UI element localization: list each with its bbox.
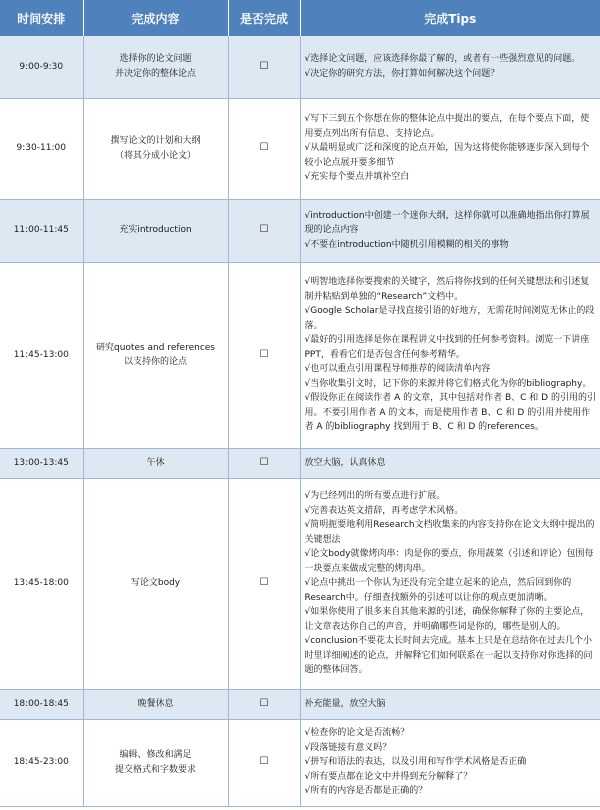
time-cell: 18:00-18:45 bbox=[0, 689, 83, 719]
tip-line: √论点中挑出一个你认为还没有完全建立起来的论点，然后回到你的Research中。仔细查找额外的引述可以让你的观点更加清晰。 bbox=[304, 578, 572, 603]
task-cell bbox=[83, 262, 228, 448]
table-row bbox=[0, 262, 600, 448]
tip-line: √当你收集引文时，记下你的来源并将它们格式化为你的bibliography。 bbox=[304, 378, 592, 389]
tips-cell bbox=[300, 448, 600, 478]
done-cell bbox=[228, 98, 300, 199]
time-cell: 13:45-18:00 bbox=[0, 478, 83, 689]
done-cell bbox=[228, 719, 300, 806]
tip-line: √从最明显或广泛和深度的论点开始，因为这将使你能够逐步深入到每个较小论点展开要多细节 bbox=[304, 143, 590, 168]
tip-line: √为已经列出的所有要点进行扩展。 bbox=[304, 491, 446, 502]
tip-line: √检查你的论文是否流畅？ bbox=[304, 728, 410, 739]
table-row bbox=[0, 478, 600, 689]
tip-line: 放空大脑，认真休息 bbox=[304, 457, 386, 468]
done-cell bbox=[228, 262, 300, 448]
task-cell bbox=[83, 199, 228, 262]
done-cell bbox=[228, 36, 300, 98]
tip-line: √introduction中创建一个迷你大纲，这样你就可以准确地指出你打算展现的论点内容 bbox=[304, 210, 590, 236]
table-row bbox=[0, 36, 600, 98]
task-line: 编辑、修改和满足 bbox=[119, 750, 192, 760]
table-row bbox=[0, 448, 600, 478]
done-checkbox[interactable]: ☐ bbox=[259, 60, 269, 72]
task-cell bbox=[83, 36, 228, 98]
tips-cell bbox=[300, 689, 600, 719]
table-row bbox=[0, 719, 600, 806]
table-row bbox=[0, 199, 600, 262]
task-line: 研究quotes and references bbox=[96, 342, 215, 353]
task-line: 晚餐休息 bbox=[137, 698, 174, 709]
task-line: 以支持你的论点 bbox=[123, 357, 187, 367]
tips-cell bbox=[300, 199, 600, 262]
tip-line: √如果你使用了很多来自其他来源的引述，确保你解释了你的主要论点，让文章表达你自己的声音，并明确哪些词是你的，哪些是别人的。 bbox=[304, 607, 590, 632]
task-cell bbox=[83, 98, 228, 199]
done-checkbox[interactable]: ☐ bbox=[259, 142, 269, 154]
done-checkbox[interactable]: ☐ bbox=[259, 697, 269, 709]
done-checkbox[interactable]: ☐ bbox=[259, 224, 269, 236]
tip-line: √conclusion不要花太长时间去完成。基本上只是在总结你在过去几个小时里详细阐述的论点，并解释它们如何联系在一起以支持你对你选择的问题的整体回答。 bbox=[304, 636, 593, 676]
task-line: 午休 bbox=[146, 457, 165, 468]
tip-line: √决定你的研究方法，你打算如何解决这个问题？ bbox=[304, 68, 500, 79]
time-cell: 18:45-23:00 bbox=[0, 719, 83, 806]
done-cell bbox=[228, 689, 300, 719]
task-cell bbox=[83, 719, 228, 806]
tips-cell bbox=[300, 98, 600, 199]
done-cell bbox=[228, 199, 300, 262]
done-cell bbox=[228, 478, 300, 689]
task-cell bbox=[83, 448, 228, 478]
time-cell: 11:45-13:00 bbox=[0, 262, 83, 448]
tip-line: √假设你正在阅读作者 A 的文章，其中包括对作者 B、C 和 D 的引用的引用。不要引用作者 A 的文本，而是使用作者 B、C 和 D 的引用并使用作者 A 的bibliography 找到用于 B、C 和 D 的references。 bbox=[304, 393, 596, 433]
task-line: 选择你的论文问题 bbox=[119, 54, 192, 65]
tip-line: √简明扼要地利用Research文档收集来的内容支持你在论文大纲中提出的关键想法 bbox=[304, 520, 595, 545]
task-line: 并决定你的整体论点 bbox=[114, 68, 196, 79]
tip-line: √最好的引用选择是你在课程讲义中找到的任何参考资料。浏览一下讲座PPT，看看它们是否包含任何参考精华。 bbox=[304, 335, 590, 360]
tips-cell bbox=[300, 36, 600, 98]
time-cell: 11:00-11:45 bbox=[0, 199, 83, 262]
tip-line: √完善表达英文措辞，再考虑学术风格。 bbox=[304, 505, 464, 516]
tip-line: √不要在introduction中随机引用模糊的相关的事物 bbox=[304, 239, 509, 250]
tips-cell bbox=[300, 719, 600, 806]
tip-line: √写下三到五个你想在你的整体论点中提出的要点，在每个要点下面，使用要点列出所有信息、支持论点。 bbox=[304, 114, 590, 139]
table-row bbox=[0, 98, 600, 199]
task-line: 撰写论文的计划和大纲 bbox=[110, 136, 201, 146]
task-line: 充实introduction bbox=[119, 225, 192, 236]
tip-line: √论文body就像烤肉串：肉是你的要点，你用蔬菜（引述和评论）包围每一块要点来做成完整的烤肉串。 bbox=[304, 549, 594, 574]
header-done: 是否完成 bbox=[228, 0, 300, 36]
task-line: 提交格式和字数要求 bbox=[114, 764, 196, 775]
tip-line: √所有要点都在论文中并得到充分解释了？ bbox=[304, 771, 473, 782]
done-checkbox[interactable]: ☐ bbox=[259, 456, 269, 468]
tip-line: 补充能量，放空大脑 bbox=[304, 698, 386, 709]
task-cell bbox=[83, 689, 228, 719]
tip-line: √选择论文问题，应该选择你最了解的，或者有一些强烈意见的问题。 bbox=[304, 54, 581, 65]
done-checkbox[interactable]: ☐ bbox=[259, 577, 269, 589]
table-row bbox=[0, 689, 600, 719]
done-checkbox[interactable]: ☐ bbox=[259, 756, 269, 768]
header-task: 完成内容 bbox=[83, 0, 228, 36]
task-line: （将其分成小论文） bbox=[114, 150, 196, 161]
tip-line: √段落链接有意义吗？ bbox=[304, 742, 392, 753]
header-row bbox=[0, 0, 600, 36]
header-time: 时间安排 bbox=[0, 0, 83, 36]
time-cell: 9:30-11:00 bbox=[0, 98, 83, 199]
tip-line: √充实每个要点并填补空白 bbox=[304, 172, 410, 183]
time-cell: 13:00-13:45 bbox=[0, 448, 83, 478]
tip-line: √也可以重点引用课程导师推荐的阅读清单内容 bbox=[304, 364, 491, 375]
done-checkbox[interactable]: ☐ bbox=[259, 348, 269, 360]
tip-line: √Google Scholar是寻找直接引语的好地方，无需花时间浏览无休止的段落。 bbox=[304, 306, 595, 331]
tip-line: √明智地选择你要搜索的关键字，然后将你找到的任何关键想法和引述复制并粘贴到单独的“Research”文档中。 bbox=[304, 277, 590, 302]
tips-cell bbox=[300, 478, 600, 689]
time-cell: 9:00-9:30 bbox=[0, 36, 83, 98]
header-tips: 完成Tips bbox=[300, 0, 600, 36]
tip-line: √所有的内容是否都是正确的？ bbox=[304, 786, 428, 797]
task-cell bbox=[83, 478, 228, 689]
tip-line: √拼写和语法的表达，以及引用和写作学术风格是否正确 bbox=[304, 757, 527, 768]
task-line: 写论文body bbox=[130, 578, 181, 589]
tips-cell bbox=[300, 262, 600, 448]
done-cell bbox=[228, 448, 300, 478]
